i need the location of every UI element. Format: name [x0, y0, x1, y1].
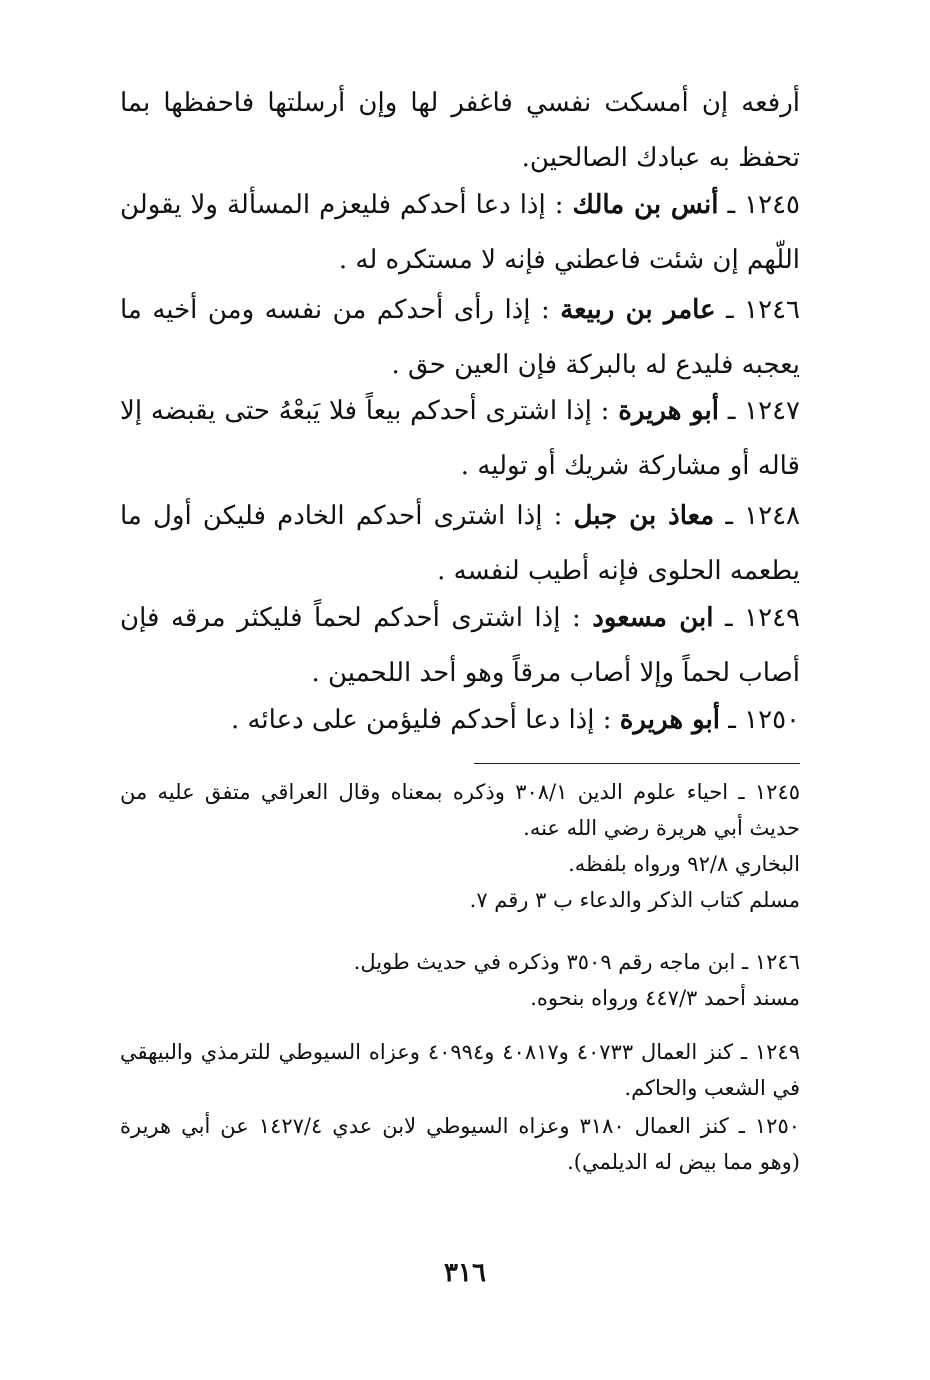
hadith-number: ١٢٤٩ ـ [725, 603, 800, 633]
hadith-narrator: ابن مسعود [592, 603, 714, 633]
hadith-number: ١٢٤٨ ـ [725, 501, 801, 531]
hadith-1248 [120, 489, 800, 599]
hadith-1246 [120, 283, 800, 393]
footnote-1250 [120, 1108, 800, 1180]
hadith-1250 [120, 693, 800, 748]
footnote-line: ١٢٤٥ ـ احياء علوم الدين ٣٠٨/١ وذكره بمعناه وقال العراقي متفق عليه من حديث أبي هريرة رضي الله عنه. [120, 780, 801, 840]
hadith-text: : إذا اشترى أحدكم الخادم فليكن أول ما يطعمه الحلوى فإنه أطيب لنفسه . [120, 501, 800, 586]
hadith-text: : إذا دعا أحدكم فليؤمن على دعائه . [230, 705, 612, 735]
hadith-narrator: أنس بن مالك [572, 190, 719, 220]
footnote-divider [474, 763, 800, 764]
footnote-line: مسلم كتاب الذكر والدعاء ب ٣ رقم ٧. [469, 888, 800, 912]
page-number: ٣١٦ [444, 1258, 486, 1288]
footnote-line: البخاري ٩٢/٨ ورواه بلفظه. [568, 852, 800, 876]
hadith-narrator: أبو هريرة [618, 396, 719, 426]
hadith-text: : إذا اشترى أحدكم بيعاً فلا يَبعْهُ حتى يقبضه إلا قاله أو مشاركة شريك أو توليه . [120, 396, 800, 481]
hadith-narrator: أبو هريرة [619, 705, 720, 735]
hadith-number: ١٢٤٧ ـ [727, 396, 801, 426]
footnote-line: مسند أحمد ٤٤٧/٣ ورواه بنحوه. [530, 986, 800, 1010]
footnote-line: ١٢٤٩ ـ كنز العمال ٤٠٧٣٣ و٤٠٨١٧ و٤٠٩٩٤ وعزاه السيوطي للترمذي والبيهقي في الشعب والحاكم. [120, 1040, 800, 1100]
intro-text: أرفعه إن أمسكت نفسي فاغفر لها وإن أرسلتها فاحفظها بما تحفظ به عبادك الصالحين. [120, 88, 800, 173]
intro-paragraph [120, 76, 800, 186]
hadith-text: : إذا دعا أحدكم فليعزم المسألة ولا يقولن اللّهم إن شئت فاعطني فإنه لا مستكره له . [120, 190, 800, 275]
hadith-1247 [120, 384, 800, 494]
hadith-number: ١٢٥٠ ـ [728, 705, 800, 735]
hadith-number: ١٢٤٥ ـ [727, 190, 801, 220]
footnote-line: ١٢٤٦ ـ ابن ماجه رقم ٣٥٠٩ وذكره في حديث طويل. [353, 950, 800, 974]
footnote-1245 [120, 774, 800, 918]
hadith-1249 [120, 591, 800, 701]
footnote-1249 [120, 1034, 800, 1106]
hadith-text: : إذا اشترى أحدكم لحماً فليكثر مرقه فإن أصاب لحماً وإلا أصاب مرقاً وهو أحد اللحمين . [120, 603, 800, 688]
hadith-text: : إذا رأى أحدكم من نفسه ومن أخيه ما يعجبه فليدع له بالبركة فإن العين حق . [120, 295, 800, 380]
footnote-line: ١٢٥٠ ـ كنز العمال ٣١٨٠ وعزاه السيوطي لابن عدي ١٤٢٧/٤ عن أبي هريرة (وهو مما بيض له الديلمي). [120, 1114, 801, 1174]
hadith-narrator: عامر بن ربيعة [560, 295, 716, 325]
hadith-1245 [120, 178, 800, 288]
hadith-number: ١٢٤٦ ـ [726, 295, 800, 325]
hadith-narrator: معاذ بن جبل [573, 501, 715, 531]
footnote-1246 [120, 944, 800, 1016]
